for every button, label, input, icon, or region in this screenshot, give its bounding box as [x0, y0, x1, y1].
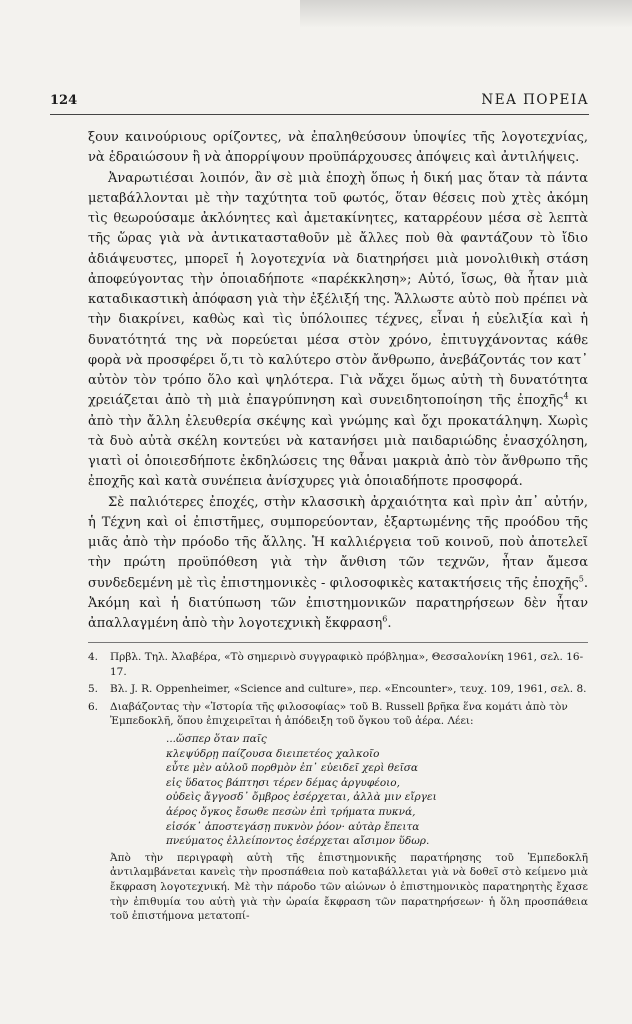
footnote-ref-6: 6	[382, 614, 388, 624]
body-text	[88, 128, 588, 634]
footnote-number: 5.	[88, 683, 99, 696]
verse-line: εὖτε μὲν αὐλοῦ πορθμὸν ἐπ᾽ εὐειδεῖ χερὶ θεῖσα	[166, 762, 418, 775]
verse-line: κλεψύδρῃ παίζουσα διειπετέος χαλκοῖο	[166, 747, 380, 760]
verse-line: πνεύματος ἐλλείποντος ἐσέρχεται αἴσιμον ὕδωρ.	[166, 835, 430, 848]
header-rule	[50, 114, 589, 115]
verse-line: οὐδεὶς ἄγγοσδ᾽ ὄμβρος ἐσέρχεται, ἀλλὰ μιν εἴργει	[166, 791, 437, 804]
footnote-number: 4.	[88, 651, 99, 663]
paragraph-2	[88, 169, 588, 493]
footnote-text: Πρβλ. Τηλ. Ἀλαβέρα, «Τὸ σημερινὸ συγγραφικὸ πρόβλημα», Θεσσαλονίκη 1961, σελ. 16-17.	[110, 651, 584, 678]
footnote-ref-4: 4	[563, 391, 569, 401]
footnote-6	[88, 700, 588, 729]
page-header	[50, 92, 589, 112]
footnote-text: Διαβάζοντας τὴν «Ἱστορία τῆς φιλοσοφίας» τοῦ B. Russell βρῆκα ἕνα κομάτι ἀπὸ τὸν Ἐμπεδοκλῆ, ὅπου ἐπιχειρεῖται ἡ ἀπόδειξη τοῦ ὄγκου τοῦ ἀέρα. Λέει:	[110, 700, 568, 728]
scan-shadow	[300, 0, 632, 28]
verse-line: εἰσόκ᾽ ἀποστεγάσῃ πυκνὸν ῥόον· αὐτὰρ ἔπειτα	[166, 820, 420, 833]
paragraph-3-part-c: .	[387, 616, 392, 631]
footnote-text: Βλ. J. R. Oppenheimer, «Science and culture», περ. «Encounter», τευχ. 109, 1961, σελ. 8.	[110, 683, 587, 696]
footnote-6-continuation: Ἀπὸ τὴν περιγραφὴ αὐτὴ τῆς ἐπιστημονικῆς παρατήρησης τοῦ Ἐμπεδοκλῆ ἀντιλαμβάνεται κανεὶς τὴν προσπάθεια ποὺ καταβάλλεται γιὰ νὰ δοθεῖ στὸ κείμενο μιὰ ἔκφραση λογοτεχνική. Μὲ τὴν πάροδο τῶν αἰώνων ὁ ἐπιστημονικὸς παρατηρητὴς ἔχασε τὴν ἐπιθυμία του αὐτὴ γιὰ τὴν ὡραία ἔκφραση τῶν παρατηρήσεων· ἡ ὅλη προσπάθεια τοῦ ἐπιστήμονα μετατοπί-	[110, 851, 588, 923]
paragraph-2-part-a: Ἀναρωτιέσαι λοιπόν, ἂν σὲ μιὰ ἐποχὴ ὅπως ἡ δική μας ὅταν τὰ πάντα μεταβάλλονται μὲ τὴν ταχύτητα τοῦ φωτός, ὅταν θέσεις ποὺ χτὲς ἀκόμη τὶς θεωρούσαμε ἀκλόνητες καὶ ἀμετακίνητες, καταρρέουν μέσα σὲ λεπτὰ τῆς ὥρας γιὰ νὰ ἀντικατασταθοῦν μὲ ἄλλες ποὺ θὰ φαντάζουν τὸ ἴδιο ἀδιάψευστες, μπορεῖ ἡ λογοτεχνία νὰ διατηρήσει μιὰ μονολιθικὴ στάση ἀποφεύγοντας τὴν ὁποιαδήποτε «παρέκκληση»; Αὐτό, ἴσως, θὰ ἦταν μιὰ καταδικαστικὴ ἀπόφαση γιὰ τὴν ἐξέλιξή της. Ἄλλωστε αὐτὸ ποὺ πρέπει νὰ τὴν διακρίνει, καθὼς καὶ τὶς ὑπόλοιπες τέχνες, εἶναι ἡ εὐελιξία καὶ ἡ δυνατότητά της νὰ πορεύεται μέσα στὸν χρόνο, ἐπιτυγχάνοντας κάθε φορὰ νὰ προσφέρει ὅ,τι τὸ καλύτερο στὸν ἄνθρωπο, ἀνεβάζοντάς τον κατ᾽ αὐτὸν τὸν τρόπο ὅλο καὶ ψηλότερα. Γιὰ νἄχει ὅμως αὐτὴ τὴ δυνατότητα χρειάζεται ἀπὸ τὴ μιὰ ἐπαγρύπνηση καὶ συνειδητοποίηση τῆς ἐποχῆς	[88, 170, 588, 409]
footnote-4	[88, 650, 588, 679]
paragraph-3-part-b: . Ἀκόμη καὶ ἡ διατύπωση τῶν ἐπιστημονικῶν παρατηρήσεων δὲν ἦταν ἀπαλλαγμένη ἀπὸ τὴν λογοτεχνικὴ ἔκφραση	[88, 575, 588, 631]
footnote-ref-5: 5	[578, 574, 584, 584]
paragraph-3	[88, 493, 588, 635]
paragraph-2-part-b: κι ἀπὸ τὴν ἄλλη ἐλευθερία σκέψης καὶ γνώμης καὶ ὄχι προκατάληψη. Χωρὶς τὰ δυὸ αὐτὰ σκέλη κοντεύει νὰ κατανήσει μιὰ παιδαριώδης ἐνασχόληση, γιατὶ οἱ ὁποιεσδήποτε ἐκδηλώσεις της θἆναι μακριὰ ἀπὸ τὸν ἄνθρωπο τῆς ἐποχῆς καὶ κατὰ συνέπεια ἀνίσχυρες γιὰ ὁποιαδήποτε προσφορά.	[88, 393, 589, 490]
footnotes	[88, 650, 588, 924]
paragraph-1: ξουν καινούριους ορίζοντες, νὰ ἐπαληθεύσουν ὑποψίες τῆς λογοτεχνίας, νὰ ἑδραιώσουν ἢ νὰ ἀπορρίψουν προϋπάρχουσες ἀπόψεις καὶ ἀντιλήψεις.	[88, 130, 588, 166]
verse-line: ἀέρος ὄγκος ἔσωθε πεσὼν ἐπὶ τρήματα πυκνά,	[166, 805, 416, 818]
quoted-verse	[166, 732, 588, 849]
verse-line: εἰς ὕδατος βάπτησι τέρεν δέμας ἀργυφέοιο,	[166, 776, 400, 789]
page-number: 124	[50, 93, 78, 108]
footnote-5	[88, 682, 588, 697]
paragraph-3-part-a: Σὲ παλιότερες ἐποχές, στὴν κλασσικὴ ἀρχαιότητα καὶ πρὶν ἀπ᾽ αὐτήν, ἡ Τέχνη καὶ οἱ ἐπιστῆμες, συμπορεύονταν, ἐξαρτωμένης τῆς προόδου τῆς μιᾶς ἀπὸ τὴν πρόοδο τῆς ἄλλης. Ἡ καλλιέργεια τοῦ κοινοῦ, ποὺ ἀποτελεῖ τὴν πρώτη προϋπόθεση γιὰ τὴν ἄνθιση τῶν τεχνῶν, ἦταν ἄμεσα συνδεδεμένη μὲ τὶς ἐπιστημονικὲς - φιλοσοφικὲς κατακτήσεις τῆς ἐποχῆς	[88, 494, 588, 591]
footnote-number: 6.	[88, 700, 99, 713]
footnote-rule	[88, 642, 588, 643]
verse-line: ...ὥσπερ ὅταν παῖς	[166, 732, 267, 745]
running-title: ΝΕΑ ΠΟΡΕΙΑ	[481, 92, 589, 108]
